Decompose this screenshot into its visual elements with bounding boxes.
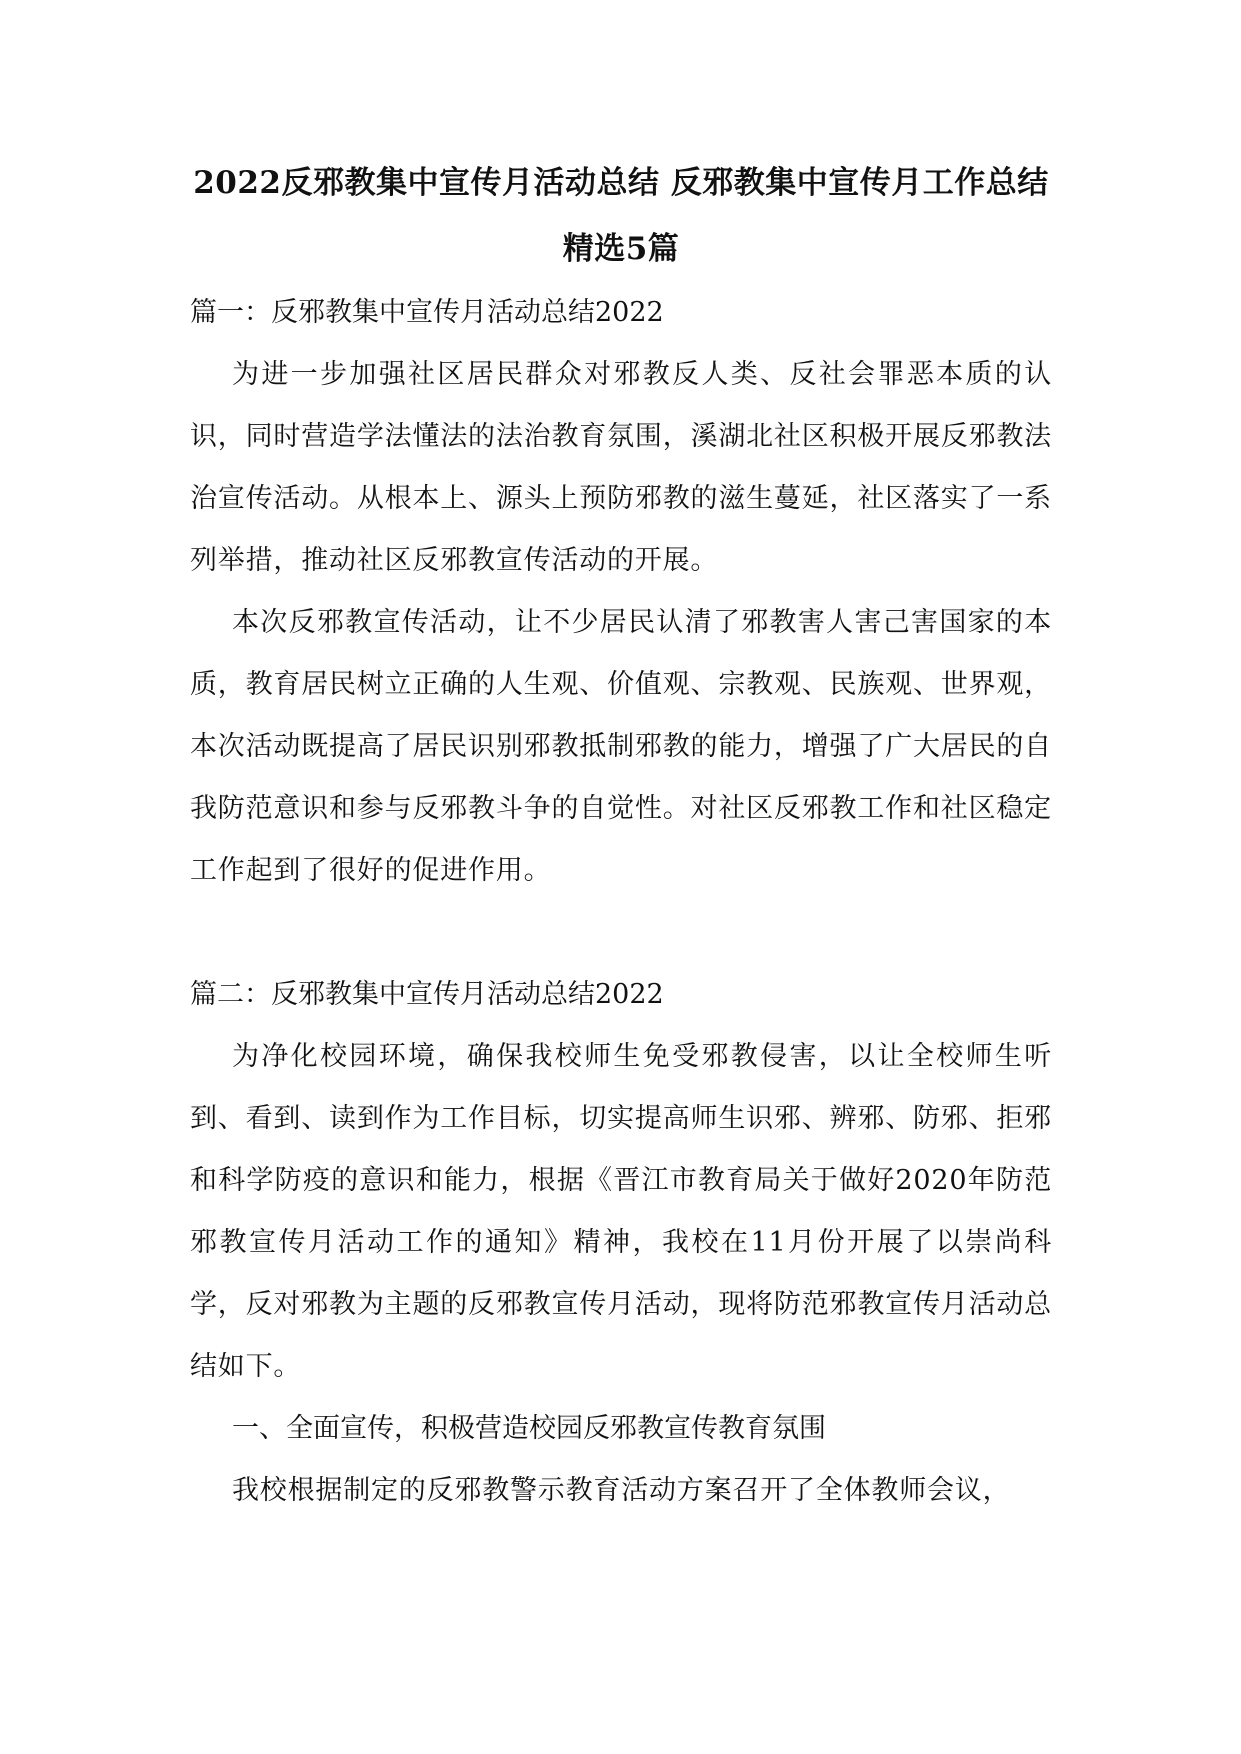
section-1-paragraph-1: 为进一步加强社区居民群众对邪教反人类、反社会罪恶本质的认识，同时营造学法懂法的法治教育氛围，溪湖北社区积极开展反邪教法治宣传活动。从根本上、源头上预防邪教的滋生蔓延，社区落实了一系列举措，推动社区反邪教宣传活动的开展。 xyxy=(190,359,1052,576)
section-2-paragraph-1: 为净化校园环境，确保我校师生免受邪教侵害，以让全校师生听到、看到、读到作为工作目标，切实提高师生识邪、辨邪、防邪、拒邪和科学防疫的意识和能力，根据《晋江市教育局关于做好2020年防范邪教宣传月活动工作的通知》精神，我校在11月份开展了以崇尚科学，反对邪教为主题的反邪教宣传月活动，现将防范邪教宣传月活动总结如下。 xyxy=(190,1041,1052,1382)
section-spacer xyxy=(190,902,1052,964)
document-body xyxy=(190,150,1052,1522)
section-2-paragraph-2: 我校根据制定的反邪教警示教育活动方案召开了全体教师会议， xyxy=(232,1475,1011,1506)
document-title: 2022反邪教集中宣传月活动总结 反邪教集中宣传月工作总结精选5篇 xyxy=(193,165,1049,267)
section-1-paragraph-2: 本次反邪教宣传活动，让不少居民认清了邪教害人害己害国家的本质，教育居民树立正确的人生观、价值观、宗教观、民族观、世界观，本次活动既提高了居民识别邪教抵制邪教的能力，增强了广大居民的自我防范意识和参与反邪教斗争的自觉性。对社区反邪教工作和社区稳定工作起到了很好的促进作用。 xyxy=(190,607,1052,886)
section-2-subheading: 一、全面宣传，积极营造校园反邪教宣传教育氛围 xyxy=(232,1413,826,1444)
section-heading-2: 篇二：反邪教集中宣传月活动总结2022 xyxy=(190,979,664,1010)
section-heading-1: 篇一：反邪教集中宣传月活动总结2022 xyxy=(190,297,664,328)
